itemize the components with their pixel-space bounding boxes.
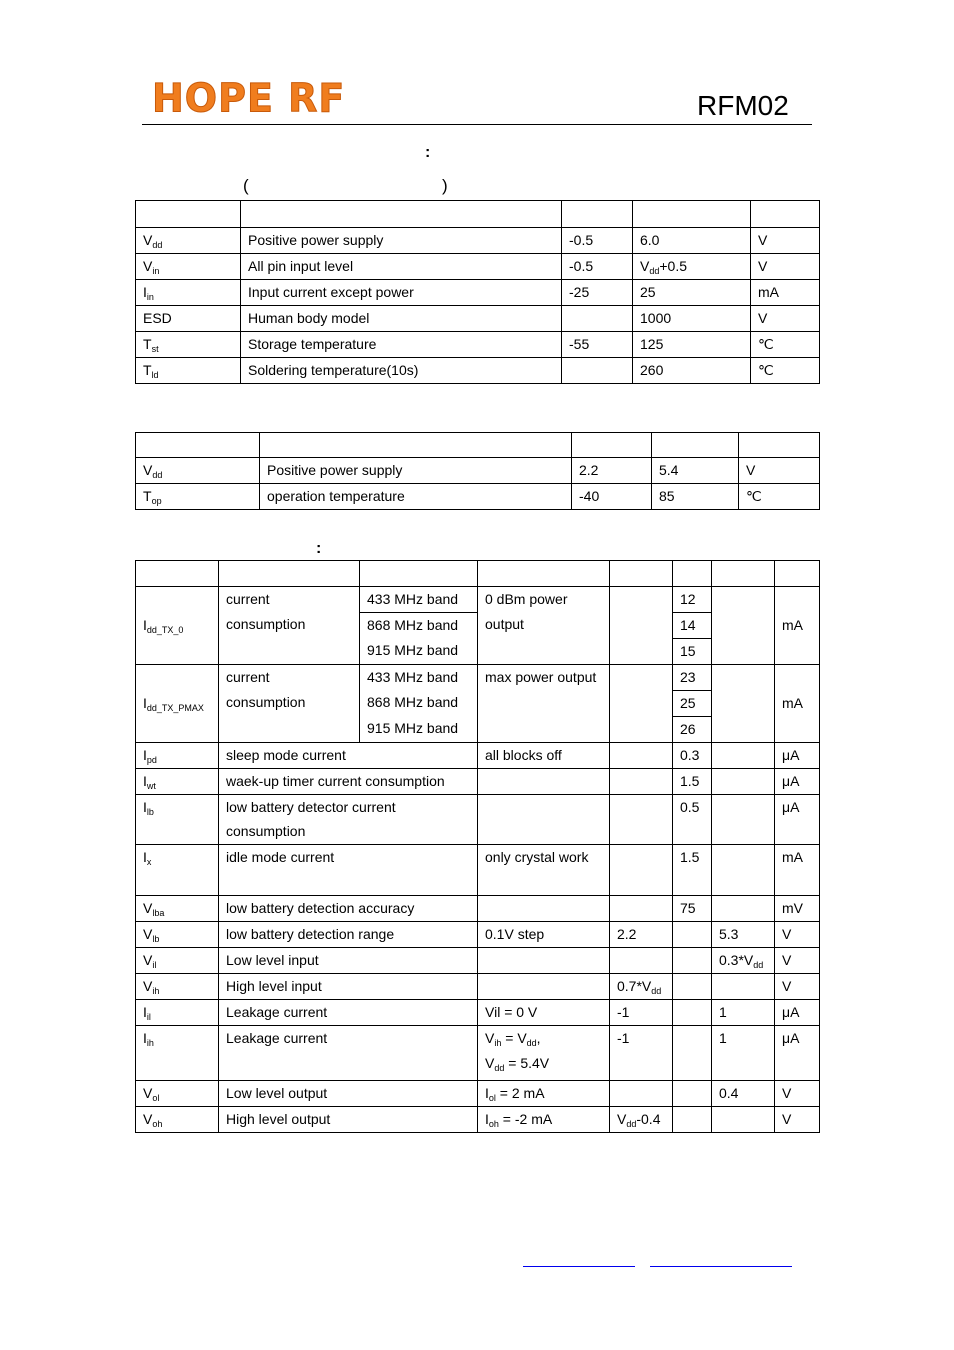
section-colon: :: [425, 144, 431, 161]
unit-cell: V: [739, 458, 820, 484]
max-cell: 0.4: [712, 1080, 775, 1106]
model-number: RFM02: [697, 90, 789, 121]
band-cell: 868 MHz band: [360, 613, 478, 639]
symbol-cell: $V_{ol}$: [136, 1080, 219, 1106]
symbol-cell: $I_{in}$: [136, 280, 241, 306]
symbol-cell: $I_{pd}$: [136, 742, 219, 768]
description-cell: waek-up timer current consumption: [219, 768, 478, 794]
condition-cell: Vil = 0 V: [478, 999, 610, 1025]
max-cell: 5.3: [712, 921, 775, 947]
description-cell: Low level input: [219, 947, 478, 973]
description-cell: low battery detector current consumption: [219, 794, 478, 845]
max-cell: 1: [712, 1025, 775, 1080]
paren-open: (: [243, 176, 249, 195]
typ-cell: 12: [673, 587, 712, 613]
table-row: [136, 794, 820, 845]
operating-conditions-table: [135, 432, 820, 510]
table-row: [136, 742, 820, 768]
symbol-cell: $V_{in}$: [136, 254, 241, 280]
table-row: [136, 358, 820, 384]
description-cell: current consumption: [219, 664, 360, 742]
description-cell: Input current except power: [241, 280, 562, 306]
typ-cell: 15: [673, 638, 712, 664]
unit-cell: mA: [775, 664, 820, 742]
max-cell: $V_{dd}+0.5$: [633, 254, 751, 280]
band-cell: 915 MHz band: [360, 638, 478, 664]
footer-link-1[interactable]: [523, 1266, 635, 1267]
max-cell: 260: [633, 358, 751, 384]
description-cell: High level input: [219, 973, 478, 999]
band-cell: 433 MHz band: [360, 587, 478, 613]
band-cell: 915 MHz band: [360, 716, 478, 742]
symbol-cell: $T_{op}$: [136, 484, 260, 510]
symbol-cell: $I_{dd\_TX\_0}$: [136, 587, 219, 665]
max-cell: 1000: [633, 306, 751, 332]
typ-cell: 25: [673, 690, 712, 716]
typ-cell: 26: [673, 716, 712, 742]
max-cell: $0.3*V_{dd}$: [712, 947, 775, 973]
condition-cell: only crystal work: [478, 845, 610, 896]
max-cell: 125: [633, 332, 751, 358]
unit-cell: μA: [775, 742, 820, 768]
table-row: [136, 280, 820, 306]
min-cell: 2.2: [610, 921, 673, 947]
symbol-cell: $I_x$: [136, 845, 219, 896]
table-row: [136, 332, 820, 358]
description-cell: low battery detection range: [219, 921, 478, 947]
typ-cell: 1.5: [673, 845, 712, 896]
unit-cell: V: [775, 947, 820, 973]
symbol-cell: $V_{lb}$: [136, 921, 219, 947]
condition-cell: all blocks off: [478, 742, 610, 768]
min-cell: [610, 587, 673, 665]
paren-close: ): [442, 176, 448, 195]
symbol-cell: $I_{wt}$: [136, 768, 219, 794]
table-row: [136, 484, 820, 510]
max-cell: 5.4: [652, 458, 739, 484]
table-row: [136, 896, 820, 922]
typ-cell: 0.5: [673, 794, 712, 845]
symbol-cell: $V_{ih}$: [136, 973, 219, 999]
description-cell: Soldering temperature(10s): [241, 358, 562, 384]
min-cell: [562, 358, 633, 384]
symbol-cell: ESD: [136, 306, 241, 332]
max-cell: 6.0: [633, 228, 751, 254]
symbol-cell: $V_{lba}$: [136, 896, 219, 922]
typ-cell: 14: [673, 613, 712, 639]
symbol-cell: $V_{oh}$: [136, 1106, 219, 1132]
max-cell: [712, 587, 775, 665]
symbol-cell: $I_{ih}$: [136, 1025, 219, 1080]
unit-cell: mA: [775, 845, 820, 896]
table-row: [136, 947, 820, 973]
condition-cell: 0.1V step: [478, 921, 610, 947]
symbol-cell: $V_{dd}$: [136, 458, 260, 484]
unit-cell: mV: [775, 896, 820, 922]
condition-cell: $I_{ol} = 2$ mA: [478, 1080, 610, 1106]
description-cell: operation temperature: [260, 484, 572, 510]
unit-cell: ℃: [751, 358, 820, 384]
unit-cell: μA: [775, 1025, 820, 1080]
typ-cell: 1.5: [673, 768, 712, 794]
description-cell: Low level output: [219, 1080, 478, 1106]
description-cell: Human body model: [241, 306, 562, 332]
table-row: [136, 768, 820, 794]
table-row: [136, 845, 820, 896]
table-row: [136, 458, 820, 484]
min-cell: 2.2: [572, 458, 652, 484]
description-cell: Positive power supply: [241, 228, 562, 254]
description-cell: Positive power supply: [260, 458, 572, 484]
table-row: [136, 999, 820, 1025]
min-cell: $V_{dd}-0.4$: [610, 1106, 673, 1132]
min-cell: -0.5: [562, 228, 633, 254]
table-row: [136, 587, 820, 613]
min-cell: -1: [610, 1025, 673, 1080]
table-header-row: [136, 201, 820, 228]
table-row: [136, 306, 820, 332]
symbol-cell: $I_{il}$: [136, 999, 219, 1025]
unit-cell: ℃: [739, 484, 820, 510]
unit-cell: ℃: [751, 332, 820, 358]
table-row: [136, 1025, 820, 1080]
symbol-cell: $T_{st}$: [136, 332, 241, 358]
table-row: [136, 254, 820, 280]
min-cell: $0.7*V_{dd}$: [610, 973, 673, 999]
description-cell: low battery detection accuracy: [219, 896, 478, 922]
unit-cell: V: [751, 254, 820, 280]
max-cell: 1: [712, 999, 775, 1025]
unit-cell: V: [751, 306, 820, 332]
symbol-cell: $T_{ld}$: [136, 358, 241, 384]
footer-link-2[interactable]: [650, 1266, 792, 1267]
table-row: [136, 664, 820, 690]
band-cell: 868 MHz band: [360, 690, 478, 716]
description-cell: Leakage current: [219, 999, 478, 1025]
hope-rf-logo: HOPE RF: [152, 75, 346, 121]
dc-characteristics-table: [135, 560, 820, 1133]
unit-cell: mA: [775, 587, 820, 665]
min-cell: -1: [610, 999, 673, 1025]
max-cell: 85: [652, 484, 739, 510]
symbol-cell: $V_{il}$: [136, 947, 219, 973]
unit-cell: V: [751, 228, 820, 254]
symbol-cell: $I_{lb}$: [136, 794, 219, 845]
unit-cell: μA: [775, 768, 820, 794]
condition-cell: $I_{oh} = -2$ mA: [478, 1106, 610, 1132]
unit-cell: V: [775, 921, 820, 947]
unit-cell: V: [775, 1080, 820, 1106]
min-cell: -55: [562, 332, 633, 358]
table-row: [136, 1080, 820, 1106]
min-cell: [562, 306, 633, 332]
unit-cell: mA: [751, 280, 820, 306]
typ-cell: 0.3: [673, 742, 712, 768]
table-row: [136, 921, 820, 947]
min-cell: -25: [562, 280, 633, 306]
min-cell: [610, 664, 673, 742]
max-cell: [712, 664, 775, 742]
unit-cell: μA: [775, 999, 820, 1025]
section-colon-2: :: [316, 540, 322, 557]
description-cell: idle mode current: [219, 845, 478, 896]
table-row: [136, 228, 820, 254]
description-cell: Leakage current: [219, 1025, 478, 1080]
description-cell: High level output: [219, 1106, 478, 1132]
condition-cell: $V_{ih} = V_{dd}$, $V_{dd} = 5.4V$: [478, 1025, 610, 1080]
typ-cell: 23: [673, 664, 712, 690]
typ-cell: 75: [673, 896, 712, 922]
absolute-max-ratings-table: [135, 200, 820, 384]
description-cell: sleep mode current: [219, 742, 478, 768]
condition-cell: 0 dBm power output: [478, 587, 610, 665]
table-header-row: [136, 433, 820, 458]
symbol-cell: $V_{dd}$: [136, 228, 241, 254]
unit-cell: μA: [775, 794, 820, 845]
description-cell: current consumption: [219, 587, 360, 665]
description-cell: Storage temperature: [241, 332, 562, 358]
condition-cell: max power output: [478, 664, 610, 742]
table-row: [136, 973, 820, 999]
max-cell: 25: [633, 280, 751, 306]
table-row: [136, 1106, 820, 1132]
description-cell: All pin input level: [241, 254, 562, 280]
min-cell: -0.5: [562, 254, 633, 280]
unit-cell: V: [775, 1106, 820, 1132]
header-rule: [142, 124, 812, 125]
table-header-row: [136, 561, 820, 587]
unit-cell: V: [775, 973, 820, 999]
band-cell: 433 MHz band: [360, 664, 478, 690]
symbol-cell: $I_{dd\_TX\_PMAX}$: [136, 664, 219, 742]
min-cell: -40: [572, 484, 652, 510]
